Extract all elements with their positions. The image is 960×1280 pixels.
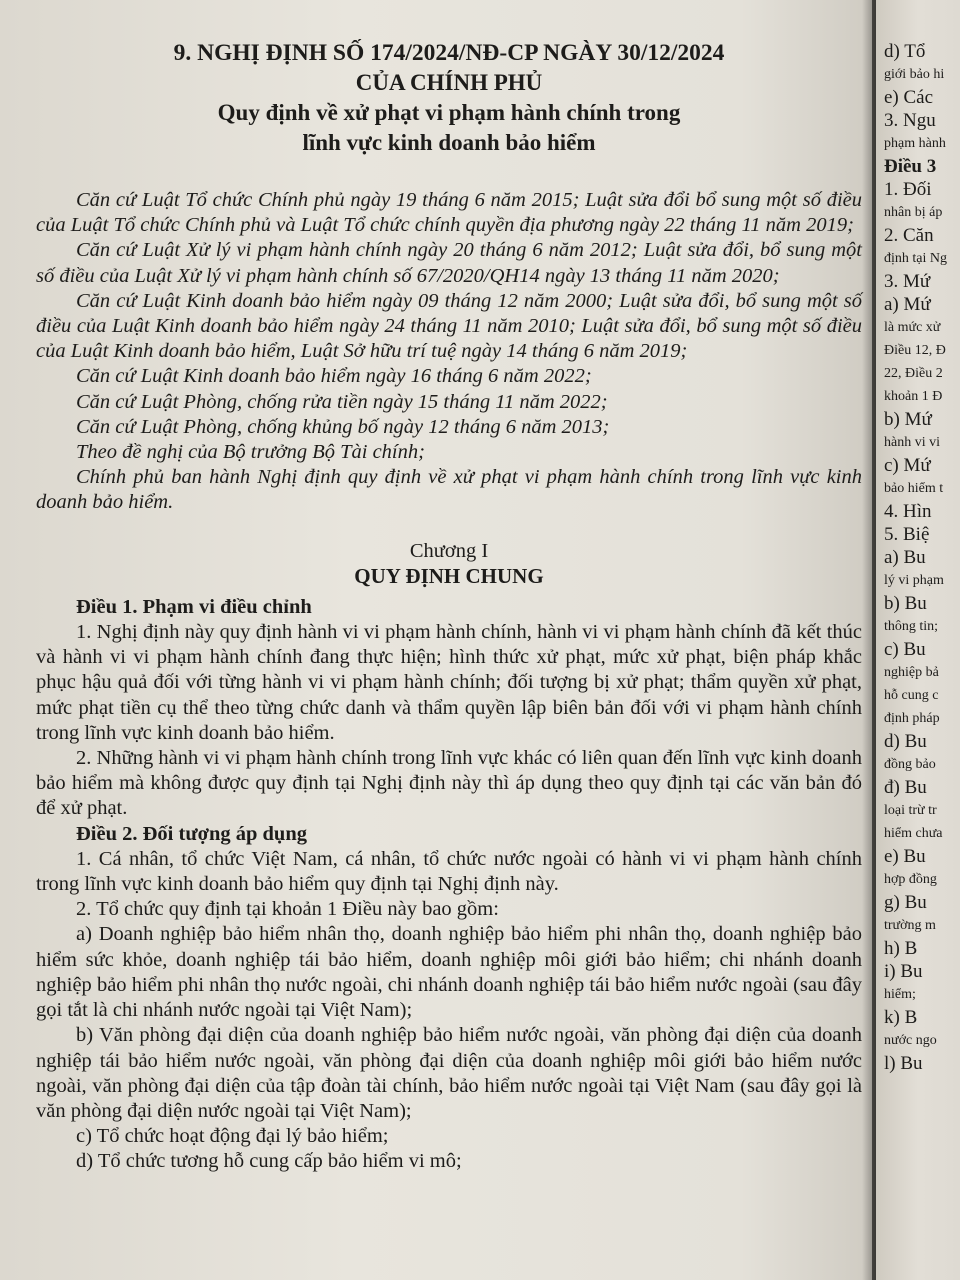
fragment-line: c) Mứ (884, 455, 931, 476)
article-2-paragraph: 1. Cá nhân, tổ chức Việt Nam, cá nhân, tổ chức nước ngoài có hành vi vi phạm hành chính trong lĩnh vực kinh doanh bảo hiểm quy định tại Nghị định này. (36, 847, 862, 896)
document-subtitle-line2: lĩnh vực kinh doanh bảo hiểm (302, 130, 596, 155)
fragment-line: e) Các (884, 87, 934, 108)
fragment-line: 1. Đối (884, 179, 932, 200)
fragment-line: a) Mứ (884, 294, 931, 315)
fragment-line: loại trừ tr (884, 803, 937, 818)
document-title: 9. NGHỊ ĐỊNH SỐ 174/2024/NĐ-CP NGÀY 30/12/2024 (173, 40, 725, 66)
fragment-line: k) B (884, 1007, 918, 1028)
fragment-line: khoản 1 Đ (884, 389, 943, 404)
fragment-line: Điều 3 (884, 156, 937, 177)
fragment-line: a) Bu (884, 547, 926, 568)
article-1-paragraph: 1. Nghị định này quy định hành vi vi phạm hành chính, hành vi vi phạm hành chính đã kết thúc và hành vi vi phạm hành chính đang thực hiện; hình thức xử phạt, mức xử phạt, biện pháp khắc phục hậu quả đối với từng hành vi vi phạm hành chính; đối tượng bị xử phạt; thẩm quyền xử phạt, mức phạt tiền cụ thể theo từng chức danh và thẩm quyền lập biên bản đối với vi phạm hành chính trong lĩnh vực kinh doanh bảo hiểm. (36, 621, 862, 744)
document-issuer: CỦA CHÍNH PHỦ (355, 70, 543, 95)
fragment-line: hiểm chưa (884, 826, 943, 841)
fragment-line: g) Bu (884, 892, 927, 913)
fragment-line: i) Bu (884, 961, 923, 982)
fragment-line: đ) Bu (884, 777, 927, 798)
fragment-line: 22, Điều 2 (884, 366, 943, 381)
fragment-line: h) B (884, 938, 918, 959)
fragment-line: e) Bu (884, 846, 926, 867)
fragment-line: hợp đồng (884, 872, 937, 887)
fragment-line: hỗ cung c (884, 688, 939, 703)
article-2-paragraph: a) Doanh nghiệp bảo hiểm nhân thọ, doanh nghiệp bảo hiểm phi nhân thọ, doanh nghiệp bảo hiểm sức khỏe, doanh nghiệp tái bảo hiểm, doanh nghiệp môi giới bảo hiểm; chi nhánh doanh nghiệp bảo hiểm phi nhân thọ nước ngoài, chi nhánh doanh nghiệp tái bảo hiểm nước ngoài (sau đây gọi tắt là chi nhánh nước ngoài tại Việt Nam); (36, 923, 862, 1022)
preamble-clause: Căn cứ Luật Xử lý vi phạm hành chính ngày 20 tháng 6 năm 2012; Luật sửa đổi, bổ sung một số điều của Luật Xử lý vi phạm hành chính số 67/2020/QH14 ngày 13 tháng 11 năm 2020; (36, 239, 862, 287)
chapter-title: QUY ĐỊNH CHUNG (354, 563, 544, 588)
fragment-line: nghiệp bả (884, 665, 939, 680)
fragment-line: hành vi vi (884, 435, 940, 450)
fragment-line: l) Bu (884, 1053, 923, 1074)
fragment-line: định tại Ng (884, 251, 947, 266)
fragment-line: 3. Ngu (884, 110, 936, 131)
fragment-line: hiểm; (884, 987, 916, 1002)
preamble-clause: Căn cứ Luật Tổ chức Chính phủ ngày 19 tháng 6 năm 2015; Luật sửa đổi bổ sung một số điều của Luật Tổ chức Chính phủ và Luật Tổ chức chính quyền địa phương ngày 22 tháng 11 năm 2019; (36, 189, 862, 237)
fragment-line: 2. Căn (884, 225, 934, 246)
fragment-line: b) Mứ (884, 409, 932, 430)
preamble-clause: Căn cứ Luật Kinh doanh bảo hiểm ngày 16 tháng 6 năm 2022; (76, 365, 592, 388)
fragment-line: d) Bu (884, 731, 927, 752)
article-2-heading: Điều 2. Đối tượng áp dụng (76, 822, 307, 845)
article-2-paragraph: c) Tổ chức hoạt động đại lý bảo hiểm; (76, 1125, 389, 1148)
fragment-line: c) Bu (884, 639, 926, 660)
preamble-clause: Căn cứ Luật Phòng, chống khủng bố ngày 12 tháng 6 năm 2013; (76, 415, 610, 438)
fragment-line: 3. Mứ (884, 271, 931, 292)
fragment-line: b) Bu (884, 593, 927, 614)
article-1-heading: Điều 1. Phạm vi điều chỉnh (76, 595, 312, 618)
fragment-line: 5. Biệ (884, 524, 930, 545)
right-page-edge (876, 0, 960, 1280)
document-subtitle-line1: Quy định về xử phạt vi phạm hành chính trong (217, 100, 681, 125)
fragment-line: nước ngo (884, 1033, 937, 1048)
article-2-paragraph: b) Văn phòng đại diện của doanh nghiệp bảo hiểm nước ngoài, văn phòng đại diện của doanh nghiệp tái bảo hiểm nước ngoài, văn phòng đại diện của doanh nghiệp môi giới bảo hiểm nước ngoài, văn phòng đại diện của tập đoàn tài chính, bảo hiểm nước ngoài tại Việt Nam (sau đây gọi là văn phòng đại diện nước ngoài tại Việt Nam); (36, 1024, 862, 1122)
fragment-line: nhân bị áp (884, 205, 943, 220)
chapter-label: Chương I (409, 539, 489, 562)
preamble-clause: Chính phủ ban hành Nghị định quy định về xử phạt vi phạm hành chính trong lĩnh vực kinh doanh bảo hiểm. (36, 466, 862, 514)
next-page-fragments (884, 40, 960, 1075)
fragment-line: lý vi phạm (884, 573, 944, 588)
page-gutter-shadow (862, 0, 876, 1280)
fragment-line: bảo hiểm t (884, 481, 944, 496)
fragment-line: định pháp (884, 711, 940, 726)
article-2-paragraph: 2. Tổ chức quy định tại khoản 1 Điều này bao gồm: (76, 898, 499, 921)
fragment-line: giới bảo hi (884, 67, 945, 82)
article-2-paragraph: d) Tổ chức tương hỗ cung cấp bảo hiểm vi mô; (76, 1150, 462, 1173)
preamble-clause: Căn cứ Luật Phòng, chống rửa tiền ngày 15 tháng 11 năm 2022; (76, 390, 608, 413)
preamble-clause: Theo đề nghị của Bộ trưởng Bộ Tài chính; (76, 441, 425, 464)
document-body (36, 38, 862, 1175)
fragment-line: đồng bảo (884, 757, 936, 772)
fragment-line: 4. Hìn (884, 501, 932, 522)
fragment-line: d) Tổ (884, 41, 926, 62)
fragment-line: phạm hành (884, 136, 946, 151)
fragment-line: Điều 12, Đ (884, 343, 946, 358)
fragment-line: trường m (884, 918, 936, 933)
fragment-line: là mức xử (884, 320, 941, 335)
fragment-line: thông tin; (884, 619, 939, 634)
article-1-paragraph: 2. Những hành vi vi phạm hành chính trong lĩnh vực khác có liên quan đến lĩnh vực kinh doanh bảo hiểm mà không được quy định tại Nghị định này thì áp dụng theo quy định tại các văn bản đó để xử phạt. (36, 747, 862, 820)
preamble-clause: Căn cứ Luật Kinh doanh bảo hiểm ngày 09 tháng 12 năm 2000; Luật sửa đổi, bổ sung một số điều của Luật Kinh doanh bảo hiểm ngày 24 tháng 11 năm 2010; Luật sửa đổi, bổ sung một số điều của Luật Kinh doanh bảo hiểm, Luật Sở hữu trí tuệ ngày 14 tháng 6 năm 2019; (36, 289, 862, 363)
